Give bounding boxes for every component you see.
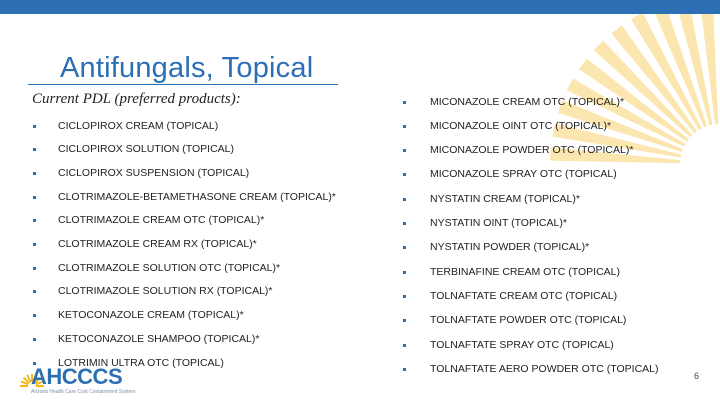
drug-list-item: KETOCONAZOLE CREAM (TOPICAL)* — [58, 309, 244, 322]
sunburst-decoration — [550, 14, 720, 164]
drug-list-item: NYSTATIN POWDER (TOPICAL)* — [430, 241, 590, 254]
bullet-icon — [33, 125, 36, 128]
page-number: 6 — [694, 371, 700, 381]
drug-list-item: MICONAZOLE SPRAY OTC (TOPICAL) — [430, 168, 617, 181]
drug-list-item: CICLOPIROX SUSPENSION (TOPICAL) — [58, 166, 250, 179]
drug-list-item: TOLNAFTATE POWDER OTC (TOPICAL) — [430, 314, 627, 327]
bullet-icon — [403, 295, 406, 298]
slide-subtitle: Current PDL (preferred products): — [32, 91, 241, 107]
bullet-icon — [33, 148, 36, 151]
bullet-icon — [33, 314, 36, 317]
bullet-icon — [403, 173, 406, 176]
bullet-icon — [33, 243, 36, 246]
logo-wordmark: AHCCCS — [31, 364, 123, 389]
drug-list-item: NYSTATIN CREAM (TOPICAL)* — [430, 192, 580, 205]
bullet-icon — [33, 196, 36, 199]
drug-list-item: CICLOPIROX SOLUTION (TOPICAL) — [58, 143, 235, 156]
drug-list-item: CLOTRIMAZOLE-BETAMETHASONE CREAM (TOPICAL)* — [58, 190, 336, 203]
drug-list-item: CICLOPIROX CREAM (TOPICAL) — [58, 119, 219, 132]
title-divider — [28, 84, 338, 85]
drug-list-item: LOTRIMIN ULTRA OTC (TOPICAL) — [58, 356, 224, 369]
bullet-icon — [403, 271, 406, 274]
bullet-icon — [403, 344, 406, 347]
drug-list-item: TOLNAFTATE CREAM OTC (TOPICAL) — [430, 289, 618, 302]
bullet-icon — [403, 149, 406, 152]
bullet-icon — [403, 101, 406, 104]
bullet-icon — [403, 319, 406, 322]
drug-list-item: MICONAZOLE CREAM OTC (TOPICAL)* — [430, 95, 625, 108]
drug-list-item: CLOTRIMAZOLE SOLUTION OTC (TOPICAL)* — [58, 261, 281, 274]
drug-list-item: KETOCONAZOLE SHAMPOO (TOPICAL)* — [58, 332, 260, 345]
slide-title: Antifungals, Topical — [60, 52, 314, 84]
drug-list-item: CLOTRIMAZOLE SOLUTION RX (TOPICAL)* — [58, 285, 273, 298]
drug-list-item: MICONAZOLE OINT OTC (TOPICAL)* — [430, 119, 612, 132]
logo-tagline: Arizona Health Care Cost Containment System — [31, 389, 136, 395]
drug-list-item: TOLNAFTATE AERO POWDER OTC (TOPICAL) — [430, 362, 659, 375]
bullet-icon — [33, 267, 36, 270]
bullet-icon — [33, 172, 36, 175]
bullet-icon — [33, 338, 36, 341]
top-accent-bar — [0, 0, 720, 14]
drug-list-item: CLOTRIMAZOLE CREAM OTC (TOPICAL)* — [58, 214, 265, 227]
bullet-icon — [33, 290, 36, 293]
bullet-icon — [403, 198, 406, 201]
bullet-icon — [403, 125, 406, 128]
drug-list-item: CLOTRIMAZOLE CREAM RX (TOPICAL)* — [58, 238, 257, 250]
bullet-icon — [403, 222, 406, 225]
bullet-icon — [33, 219, 36, 222]
drug-list-item: NYSTATIN OINT (TOPICAL)* — [430, 217, 567, 229]
bullet-icon — [403, 368, 406, 371]
drug-list-item: TERBINAFINE CREAM OTC (TOPICAL) — [430, 265, 620, 278]
drug-list-item: MICONAZOLE POWDER OTC (TOPICAL)* — [430, 144, 634, 157]
drug-list-item: TOLNAFTATE SPRAY OTC (TOPICAL) — [430, 338, 614, 351]
bullet-icon — [403, 246, 406, 249]
